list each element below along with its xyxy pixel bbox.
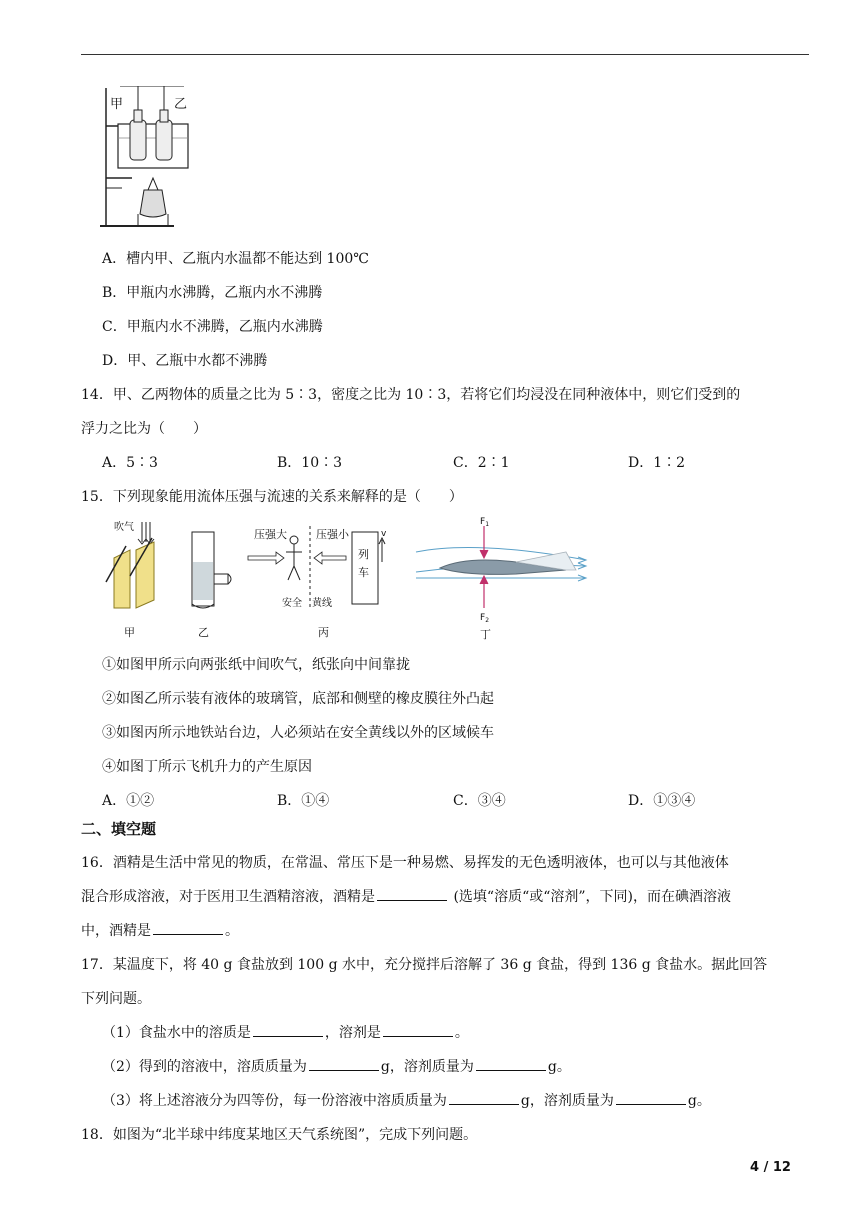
page-number: 4 / 12 [750,1160,791,1175]
fig15-train-char1: 列 [358,548,369,561]
q15-item-3: ③如图丙所示地铁站台边，人必须站在安全黄线以外的区域候车 [102,725,494,741]
q15-option-c: C．③④ [453,793,506,809]
q17-blank-quarter-solute[interactable] [449,1090,519,1105]
q13-option-a: A．槽内甲、乙瓶内水温都不能达到 100℃ [102,251,369,267]
q15-option-a: A．①② [102,793,155,809]
q17-blank-solute[interactable] [253,1022,323,1037]
header-rule [81,54,809,55]
fig15-yellow-line-label: 黄线 [312,598,332,609]
q14-option-c: C．2∶1 [453,455,510,471]
q15-stem: 15．下列现象能用流体压强与流速的关系来解释的是（ ） [81,489,463,505]
q13-option-c: C．甲瓶内水不沸腾，乙瓶内水沸腾 [102,319,323,335]
fig15-f1-label: $F_1$ [480,517,490,528]
fig15-v-label: v [381,529,387,539]
q16-blank-2[interactable] [153,920,223,935]
q16-blank-1[interactable] [377,886,447,901]
fig15-f2-label: $F_2$ [480,613,490,624]
q14-option-d: D．1∶2 [628,455,686,471]
q16-line2: 混合形成溶液，对于医用卫生酒精溶液，酒精是 (选填“溶质“或“溶剂”，下同)，而在碘酒溶液 [81,886,731,906]
fig15-safe-label: 安全 [282,598,302,609]
q15-item-2: ②如图乙所示装有液体的玻璃管，底部和侧壁的橡皮膜往外凸起 [102,691,494,707]
q15-item-4: ④如图丁所示飞机升力的产生原因 [102,759,312,775]
q17-line1: 17．某温度下，将 40 g 食盐放到 100 g 水中，充分搅拌后溶解了 36 g 食盐，得到 136 g 食盐水。据此回答 [81,957,768,973]
q17-blank-solvent[interactable] [383,1022,453,1037]
fig15-label-yi: 乙 [198,626,209,639]
q14-stem-line2: 浮力之比为（ ） [81,421,207,437]
fig13-label-yi: 乙 [174,97,188,112]
q14-option-b: B．10∶3 [277,455,343,471]
section-title-fill-in: 二、填空题 [81,820,157,838]
q17-part2: （2）得到的溶液中，溶质质量为 g，溶剂质量为 g。 [102,1056,571,1076]
q14-stem-line1: 14．甲、乙两物体的质量之比为 5∶3，密度之比为 10∶3，若将它们均浸没在同种液体中，则它们受到的 [81,387,741,403]
fig15-ding-airfoil [416,517,586,641]
q15-item-1: ①如图甲所示向两张纸中间吹气，纸张向中间靠拢 [102,657,410,673]
q17-part1: （1）食盐水中的溶质是 ，溶剂是 。 [102,1022,469,1042]
fig15-small-pressure: 压强小 [316,528,349,541]
q13-option-d: D．甲、乙瓶中水都不沸腾 [102,353,268,369]
figure-q15 [96,512,596,644]
q13-option-b: B．甲瓶内水沸腾，乙瓶内水不沸腾 [102,285,323,301]
q17-blank-quarter-solvent[interactable] [616,1090,686,1105]
fig15-jia-paper [106,520,154,639]
q15-option-d: D．①③④ [628,793,696,809]
q16-line3: 中，酒精是 。 [81,920,239,940]
q16-line1: 16．酒精是生活中常见的物质，在常温、常压下是一种易燃、易挥发的无色透明液体，也可以与其他液体 [81,855,729,871]
fig13-label-jia: 甲 [110,97,124,112]
q14-option-a: A．5∶3 [102,455,158,471]
fig15-blow-label: 吹气 [114,522,134,533]
q17-line2: 下列问题。 [81,991,151,1007]
fig15-train-char2: 车 [358,566,369,579]
fig15-yi-tube [192,532,231,639]
figure-q13-apparatus [100,86,200,236]
fig15-big-pressure: 压强大 [254,528,287,541]
fig15-label-bing: 丙 [318,626,329,639]
q15-option-b: B．①④ [277,793,330,809]
q17-blank-solvent-mass[interactable] [476,1056,546,1071]
fig15-bing-platform [248,526,387,639]
q18-line1: 18．如图为“北半球中纬度某地区天气系统图”，完成下列问题。 [81,1127,478,1143]
fig15-label-jia: 甲 [124,626,135,639]
q17-part3: （3）将上述溶液分为四等份，每一份溶液中溶质质量为 g，溶剂质量为 g。 [102,1090,711,1110]
fig15-label-ding: 丁 [480,628,491,641]
q17-blank-solute-mass[interactable] [309,1056,379,1071]
